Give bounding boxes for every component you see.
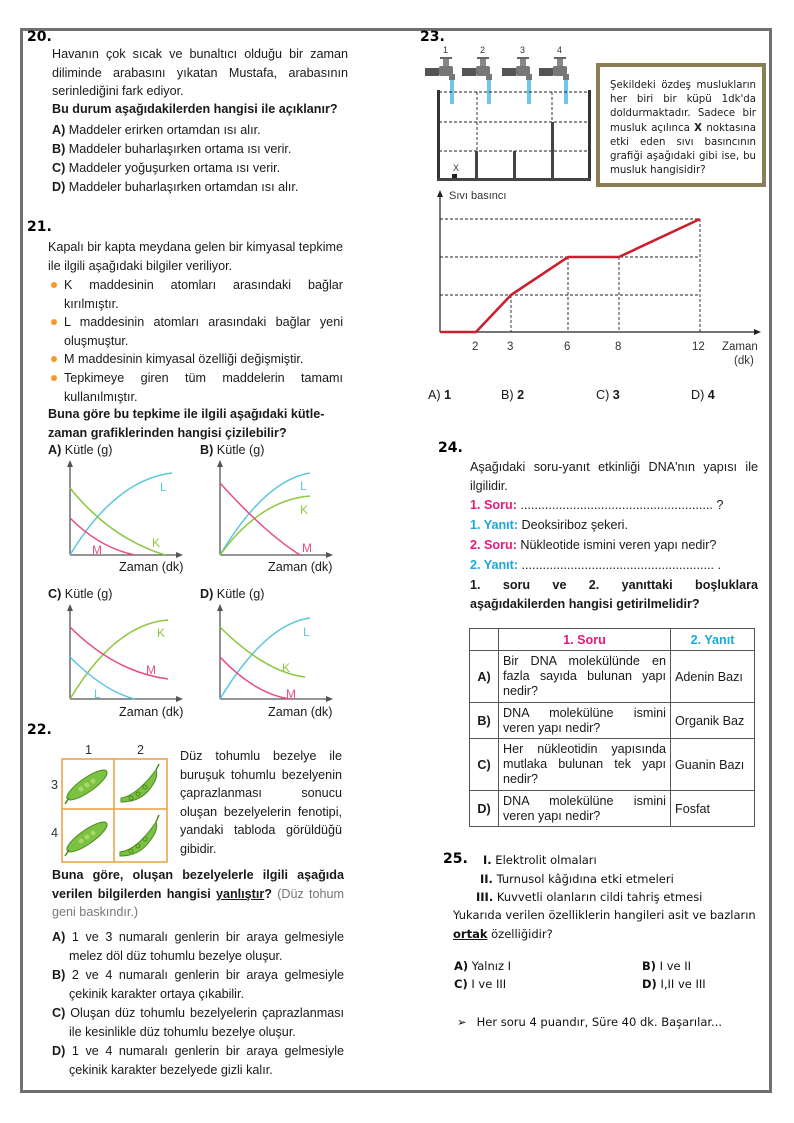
svg-text:4: 4 (557, 45, 563, 55)
svg-text:M: M (92, 543, 102, 557)
svg-text:M: M (302, 541, 312, 555)
svg-text:3: 3 (507, 341, 514, 353)
pea-col-label-2: 2 (137, 743, 145, 757)
svg-text:Zaman: Zaman (722, 341, 758, 353)
pea-row-label-4: 4 (51, 826, 59, 840)
q25-option-c[interactable]: C) I ve III (454, 977, 507, 991)
pea-col-label-1: 1 (85, 743, 93, 757)
q21-graph-b (210, 458, 335, 558)
table-header-yanit: 2. Yanıt (671, 629, 755, 651)
q21-graph-a-label[interactable]: A) Kütle (g) (48, 443, 113, 457)
q24-soru-1: 1. Soru: ....................................................... ? (470, 498, 724, 512)
q21-bullet-2: L maddesinin atomları arasındaki bağlar yeni oluşmuştur. (48, 313, 343, 350)
q23-option-b[interactable]: B) 2 (501, 388, 525, 402)
q25-item-2: II. Turnusol kâğıdına etki etmeleri (480, 872, 674, 886)
faucet-tank-diagram (420, 44, 600, 189)
q23-option-c[interactable]: C) 3 (596, 388, 620, 402)
q25-option-b[interactable]: B) I ve II (642, 959, 692, 973)
svg-text:K: K (300, 503, 309, 517)
svg-text:X: X (453, 163, 460, 173)
q24-soru-2: 2. Soru: Nükleotide ismini veren yapı nedir? (470, 538, 717, 552)
q23-info-box: Şekildeki özdeş muslukların her biri bir küpü 1dk'da doldurmaktadır. Sadece bir musluk açılınca X noktasına etki eden sıvı basıncının grafiği aşağıdaki gibi ise, bu musluk hangisidir? (596, 63, 766, 187)
question-number-20: 20. (27, 29, 52, 45)
svg-text:3: 3 (520, 45, 526, 55)
q22-options (52, 928, 344, 1080)
q21-graph-c (60, 602, 185, 702)
question-number-22: 22. (27, 722, 52, 738)
svg-text:M: M (146, 663, 156, 677)
q22-option-a[interactable]: A) 1 ve 3 numaralı genlerin bir araya gelmesiyle melez döl düz tohumlu bezelye oluşur. (52, 930, 344, 963)
q21-bullet-1: K maddesinin atomları arasındaki bağlar kırılmıştır. (48, 276, 343, 313)
svg-text:12: 12 (692, 341, 705, 353)
q21-graph-c-label[interactable]: C) Kütle (g) (48, 587, 113, 601)
q24-question: 1. soru ve 2. yanıttaki boşluklara aşağıdakilerden hangisi getirilmelidir? (470, 578, 758, 611)
q25-item-3: III. Kuvvetli olanların cildi tahriş etmesi (476, 890, 703, 904)
q23-option-a[interactable]: A) 1 (428, 388, 452, 402)
svg-text:L: L (303, 625, 310, 639)
q20-option-c[interactable]: C) Maddeler yoğuşurken ortama ısı verir. (52, 161, 281, 175)
q21-graph-b-xlabel: Zaman (dk) (268, 560, 333, 574)
q21-graph-b-label[interactable]: B) Kütle (g) (200, 443, 265, 457)
svg-text:M: M (286, 687, 296, 701)
q21-bullets (48, 276, 343, 406)
pea-punnett-grid (61, 758, 169, 864)
svg-text:L: L (160, 480, 167, 494)
q22-option-d[interactable]: D) 1 ve 4 numaralı genlerin bir araya gelmesiyle çekinik karakter bezelyede gizli kalır. (52, 1044, 344, 1077)
q22-question: Buna göre, oluşan bezelyelerle ilgili aşağıda verilen bilgilerden hangisi yanlıştır? (Düz tohum geni baskındır.) (52, 868, 344, 920)
q22-side-text: Düz tohumlu bezelye ile buruşuk tohumlu bezelyenin çaprazlanması sonucu oluşan bezelyelerin fenotipi, yandaki tabloda görüldüğü gibidir. (180, 749, 342, 856)
q20-option-b[interactable]: B) Maddeler buharlaşırken ortama ısı verir. (52, 142, 292, 156)
svg-text:K: K (157, 626, 166, 640)
q20-stem: Havanın çok sıcak ve bunaltıcı olduğu bir zaman diliminde arabasını yıkatan Mustafa, arabasının serinlediğini fark ediyor. (52, 47, 348, 99)
table-row-c[interactable]: C) Her nükleotidin yapısında mutlaka bulunan tek yapı nedir? Guanin Bazı (470, 739, 755, 791)
svg-text:(dk): (dk) (734, 355, 754, 367)
faucet-icon-2 (462, 57, 492, 104)
q23-option-d[interactable]: D) 4 (691, 388, 715, 402)
svg-text:2: 2 (480, 45, 486, 55)
q20-option-d[interactable]: D) Maddeler buharlaşırken ortamdan ısı alır. (52, 180, 299, 194)
q21-bullet-3: M maddesinin kimyasal özelliği değişmiştir. (48, 350, 343, 369)
q22-option-b[interactable]: B) 2 ve 4 numaralı genlerin bir araya gelmesiyle çekinik karakter ortaya çıkabilir. (52, 968, 344, 1001)
q24-options-table (469, 628, 755, 827)
svg-text:Sıvı basıncı: Sıvı basıncı (449, 190, 507, 202)
q21-graph-a-xlabel: Zaman (dk) (119, 560, 184, 574)
q20-options (52, 121, 298, 197)
q22-option-c[interactable]: C) Oluşan düz tohumlu bezelyelerin çaprazlanması ile kesinlikle düz tohumlu bezelye oluşur. (52, 1006, 345, 1039)
q21-question: Buna göre bu tepkime ile ilgili aşağıdaki kütle-zaman grafiklerinden hangisi çizilebilir? (48, 407, 325, 440)
q25-option-a[interactable]: A) Yalnız I (454, 959, 512, 973)
q20-question: Bu durum aşağıdakilerden hangisi ile açıklanır? (52, 102, 338, 116)
q21-graph-a (60, 458, 185, 558)
faucet-icon-4 (539, 57, 569, 104)
q25-question: Yukarıda verilen özelliklerin hangileri asit ve bazların ortak özelliğidir? (453, 908, 756, 941)
pressure-time-chart (425, 187, 770, 367)
q21-graph-d-label[interactable]: D) Kütle (g) (200, 587, 265, 601)
footer-note: ➢ Her soru 4 puandır, Süre 40 dk. Başarılar... (457, 1015, 723, 1029)
q25-item-1: I. Elektrolit olmaları (483, 853, 597, 867)
table-row-a[interactable]: A) Bir DNA molekülünde en fazla sayıda bulunan yapı nedir? Adenin Bazı (470, 651, 755, 703)
svg-text:2: 2 (472, 341, 479, 353)
svg-text:8: 8 (615, 341, 622, 353)
q21-bullet-4: Tepkimeye giren tüm maddelerin tamamı kullanılmıştır. (48, 369, 343, 406)
question-number-25: 25. (443, 851, 468, 867)
question-number-21: 21. (27, 219, 52, 235)
q20-option-a[interactable]: A) Maddeler erirken ortamdan ısı alır. (52, 123, 261, 137)
q21-graph-d-xlabel: Zaman (dk) (268, 705, 333, 719)
svg-text:K: K (282, 661, 291, 675)
question-number-23: 23. (420, 29, 445, 45)
q25-option-d[interactable]: D) I,II ve III (642, 977, 706, 991)
pressure-line (440, 219, 700, 332)
q21-graph-c-xlabel: Zaman (dk) (119, 705, 184, 719)
table-row-b[interactable]: B) DNA molekülüne ismini veren yapı nedir? Organik Baz (470, 703, 755, 739)
table-row-d[interactable]: D) DNA molekülüne ismini veren yapı nedir? Fosfat (470, 791, 755, 827)
svg-text:K: K (152, 536, 161, 550)
faucet-icon-3 (502, 57, 532, 104)
table-header-soru: 1. Soru (499, 629, 671, 651)
question-number-24: 24. (438, 440, 463, 456)
svg-text:6: 6 (564, 341, 571, 353)
svg-text:1: 1 (443, 45, 449, 55)
q21-stem: Kapalı bir kapta meydana gelen bir kimyasal tepkime ile ilgili aşağıdaki bilgiler veriliyor. (48, 240, 343, 273)
pea-row-label-3: 3 (51, 778, 59, 792)
svg-text:L: L (94, 687, 101, 701)
q21-graph-d (210, 602, 335, 702)
q24-stem: Aşağıdaki soru-yanıt etkinliği DNA'nın yapısı ile ilgilidir. (470, 460, 758, 493)
q24-yanit-1: 1. Yanıt: Deoksiriboz şekeri. (470, 518, 628, 532)
arrow-bullet-icon: ➢ (457, 1015, 467, 1029)
svg-text:L: L (300, 479, 307, 493)
q24-yanit-2: 2. Yanıt: ....................................................... . (470, 558, 722, 572)
